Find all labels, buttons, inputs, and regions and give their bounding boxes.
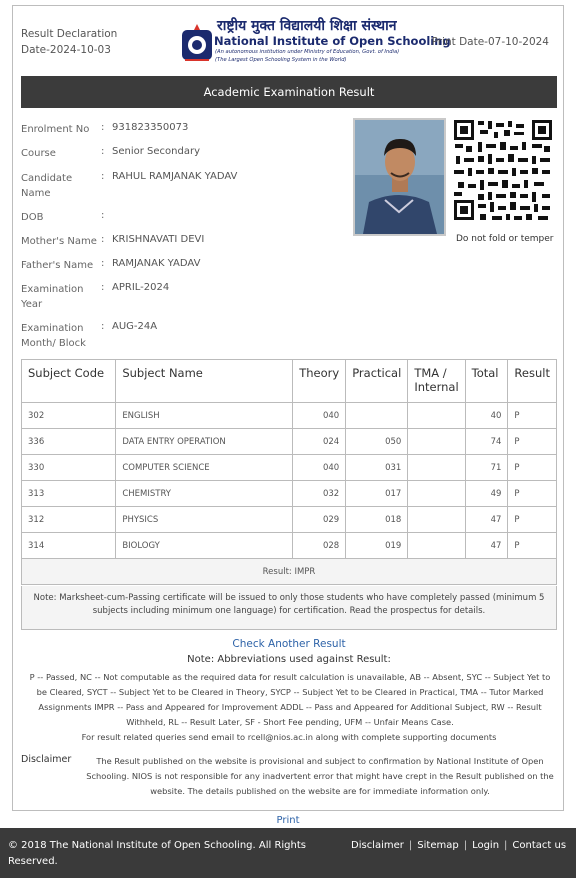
print-date: Print Date-07-10-2024 (431, 36, 549, 48)
practical-marks: 017 (346, 481, 408, 507)
col-subject-name: Subject Name (116, 360, 293, 403)
page-title: Academic Examination Result (21, 76, 557, 108)
result-declaration (21, 26, 117, 58)
tma-marks (408, 533, 465, 559)
footer-link-contact[interactable]: Contact us (512, 840, 567, 851)
subject-name: PHYSICS (116, 507, 293, 533)
practical-marks: 031 (346, 455, 408, 481)
practical-marks: 018 (346, 507, 408, 533)
subject-name: CHEMISTRY (116, 481, 293, 507)
candidate-photo-image (355, 120, 444, 234)
mother-name: KRISHNAVATI DEVI (112, 234, 205, 245)
subject-code: 336 (22, 429, 116, 455)
check-another-result-link[interactable]: Check Another Result (232, 638, 346, 650)
col-result: Result (508, 360, 557, 403)
disclaimer-label: Disclaimer (21, 754, 72, 765)
qr-code-icon (452, 118, 554, 222)
table-row (22, 533, 557, 559)
qr-note: Do not fold or temper (456, 234, 554, 244)
tma-marks (408, 429, 465, 455)
subject-name: BIOLOGY (116, 533, 293, 559)
subject-code: 313 (22, 481, 116, 507)
practical-marks: 019 (346, 533, 408, 559)
result-card: Result Declaration Date-2024-10-03 राष्ट्रीय मुक्त विद्यालयी शिक्षा संस्थान National Institute of Open Schooling (An autonomous institution under Ministry of Education, Govt. of India) (The Largest Open Schooling System in the World) Print Date-07-10-2024 Academic Examination Result Enrolment No : 931823350073 Course : Senior Secondary Candidate Name : RAHUL RAMJANAK YADAV DOB : Mother's Name : KRISHNAVATI DEVI Father's Name : RAMJANAK YADAV Examination Year : APRIL-2024 Examination Month/ Block : AUG-24A Do not fold or temper Subject Code Subject Name Theory Practical TMA / Internal Total Result 302 ENGLISH 040 40 P 336 DATA ENTRY OPERATION 024 050 74 P 330 COMPUTER SCIENCE 040 031 71 P 313 CHEMISTRY 032 017 49 P 312 PHYSICS 029 018 47 P 314 BIOLOGY 028 019 47 P Result: IMPR Note: Marksheet-cum-Passing certificate will be issued to only those students who have completely passed (minimum 5 subjects including minimum one language) for certification. Read the prospectus for details. Check Another Result Note: Abbreviations used against Result: P -- Passed, NC -- Not computable as the required data for result calculation is unavailable, AB -- Absent, SYC -- Subject Yet to be Cleared, SYCT -- Subject Yet to be Cleared in Theory, SYCP -- Subject Yet to be Cleared in Practical, TMA -- Tutor Marked Assignments IMPR -- Pass and Appeared for Improvement ADDL -- Pass and Appeared for Additional Subject, RW -- Result Withheld, RL -- Result Later, SF - Short Fee pending, UFM -- Unfair Means Case. For result related queries send email to rcell@nios.ac.in along with complete supporting documents Disclaimer The Result published on the website is provisional and subject to confirmation by National Institute of Open Schooling. NIOS is not responsible for any inadvertent error that might have crept in the Result published on the website. The details published on the website are for immediate information only. (12, 5, 564, 811)
col-tma-internal: TMA / Internal (408, 360, 465, 403)
total-marks: 71 (465, 455, 508, 481)
info-label: Mother's Name (21, 236, 97, 247)
result-declaration-label: Result Declaration (21, 28, 118, 40)
subject-result: P (508, 455, 557, 481)
table-row (22, 403, 557, 429)
subject-result: P (508, 481, 557, 507)
subject-name: DATA ENTRY OPERATION (116, 429, 293, 455)
practical-marks (346, 403, 408, 429)
print-link[interactable]: Print (276, 815, 300, 826)
col-practical: Practical (346, 360, 408, 403)
logo-subtitle-2: (The Largest Open Schooling System in the World) (215, 57, 347, 63)
footer-link-login[interactable]: Login (472, 840, 500, 851)
subject-name: ENGLISH (116, 403, 293, 429)
subject-code: 314 (22, 533, 116, 559)
logo-english-text: National Institute of Open Schooling (214, 34, 451, 48)
table-row (22, 455, 557, 481)
info-label: DOB (21, 212, 44, 223)
info-label: Course (21, 148, 56, 159)
table-row (22, 429, 557, 455)
exam-month: AUG-24A (112, 321, 158, 332)
candidate-photo (353, 118, 446, 236)
logo-hindi-text: राष्ट्रीय मुक्त विद्यालयी शिक्षा संस्थान (217, 18, 397, 34)
info-label: Enrolment No (21, 124, 90, 135)
nios-emblem-icon (181, 22, 213, 62)
result-summary-row (22, 559, 557, 585)
info-label: Father's Name (21, 260, 94, 271)
footer-link-sitemap[interactable]: Sitemap (417, 840, 459, 851)
subject-result: P (508, 507, 557, 533)
footer-links: Disclaimer | Sitemap | Login | Contact us (351, 840, 567, 851)
tma-marks (408, 455, 465, 481)
table-row (22, 507, 557, 533)
result-summary: Result: IMPR (22, 559, 557, 585)
footer-link-disclaimer[interactable]: Disclaimer (351, 840, 404, 851)
subject-result: P (508, 403, 557, 429)
subject-result: P (508, 429, 557, 455)
abbreviations-text: P -- Passed, NC -- Not computable as the required data for result calculation is unavailable, AB -- Absent, SYC -- Subject Yet to be Cleared, SYCT -- Subject Yet to be Cleared in Theory, SYCP -- Subject Yet to be Cleared in Practical, TMA -- Tutor Marked Assignments IMPR -- Pass and Appeared for Improvement ADDL -- Pass and Appeared for Additional Subject, RW -- Result Withheld, RL -- Result Later, SF - Short Fee pending, UFM -- Unfair Means Case. (29, 672, 551, 727)
marks-table (21, 359, 557, 585)
subject-name: COMPUTER SCIENCE (116, 455, 293, 481)
footer-copyright: © 2018 The National Institute of Open Schooling. All Rights Reserved. (8, 840, 306, 867)
col-total: Total (465, 360, 508, 403)
total-marks: 47 (465, 507, 508, 533)
queries-text: For result related queries send email to rcell@nios.ac.in along with complete supporting documents (81, 732, 497, 742)
subject-code: 302 (22, 403, 116, 429)
theory-marks: 040 (293, 403, 346, 429)
total-marks: 49 (465, 481, 508, 507)
theory-marks: 024 (293, 429, 346, 455)
practical-marks: 050 (346, 429, 408, 455)
logo-subtitle-1: (An autonomous institution under Ministry of Education, Govt. of India) (215, 49, 400, 55)
disclaimer-text: The Result published on the website is provisional and subject to confirmation by National Institute of Open Schooling. NIOS is not responsible for any inadvertent error that might have crept in the Result published on the website. The details published on the website are for immediate information only. (86, 756, 554, 796)
father-name: RAMJANAK YADAV (112, 258, 201, 269)
tma-marks (408, 507, 465, 533)
enrolment-number: 931823350073 (112, 122, 189, 133)
info-label: Examination Year (21, 284, 84, 310)
abbreviations-title: Note: Abbreviations used against Result: (187, 654, 391, 665)
nios-logo (181, 16, 451, 71)
total-marks: 74 (465, 429, 508, 455)
total-marks: 40 (465, 403, 508, 429)
certificate-note: Note: Marksheet-cum-Passing certificate will be issued to only those students who have completely passed (minimum 5 subjects including minimum one language) for certification. Read the prospectus for details. (21, 586, 557, 630)
col-subject-code: Subject Code (22, 360, 116, 403)
subject-code: 312 (22, 507, 116, 533)
exam-year: APRIL-2024 (112, 282, 170, 293)
theory-marks: 028 (293, 533, 346, 559)
declaration-date: Date-2024-10-03 (21, 44, 111, 56)
table-row (22, 481, 557, 507)
table-header-row (22, 360, 557, 403)
candidate-name: RAHUL RAMJANAK YADAV (112, 171, 238, 182)
theory-marks: 040 (293, 455, 346, 481)
tma-marks (408, 403, 465, 429)
info-label: Examination Month/ Block (21, 323, 86, 349)
info-label: Candidate Name (21, 173, 73, 199)
col-theory: Theory (293, 360, 346, 403)
course-value: Senior Secondary (112, 146, 200, 157)
total-marks: 47 (465, 533, 508, 559)
theory-marks: 029 (293, 507, 346, 533)
tma-marks (408, 481, 465, 507)
subject-code: 330 (22, 455, 116, 481)
footer (0, 828, 576, 878)
subject-result: P (508, 533, 557, 559)
theory-marks: 032 (293, 481, 346, 507)
